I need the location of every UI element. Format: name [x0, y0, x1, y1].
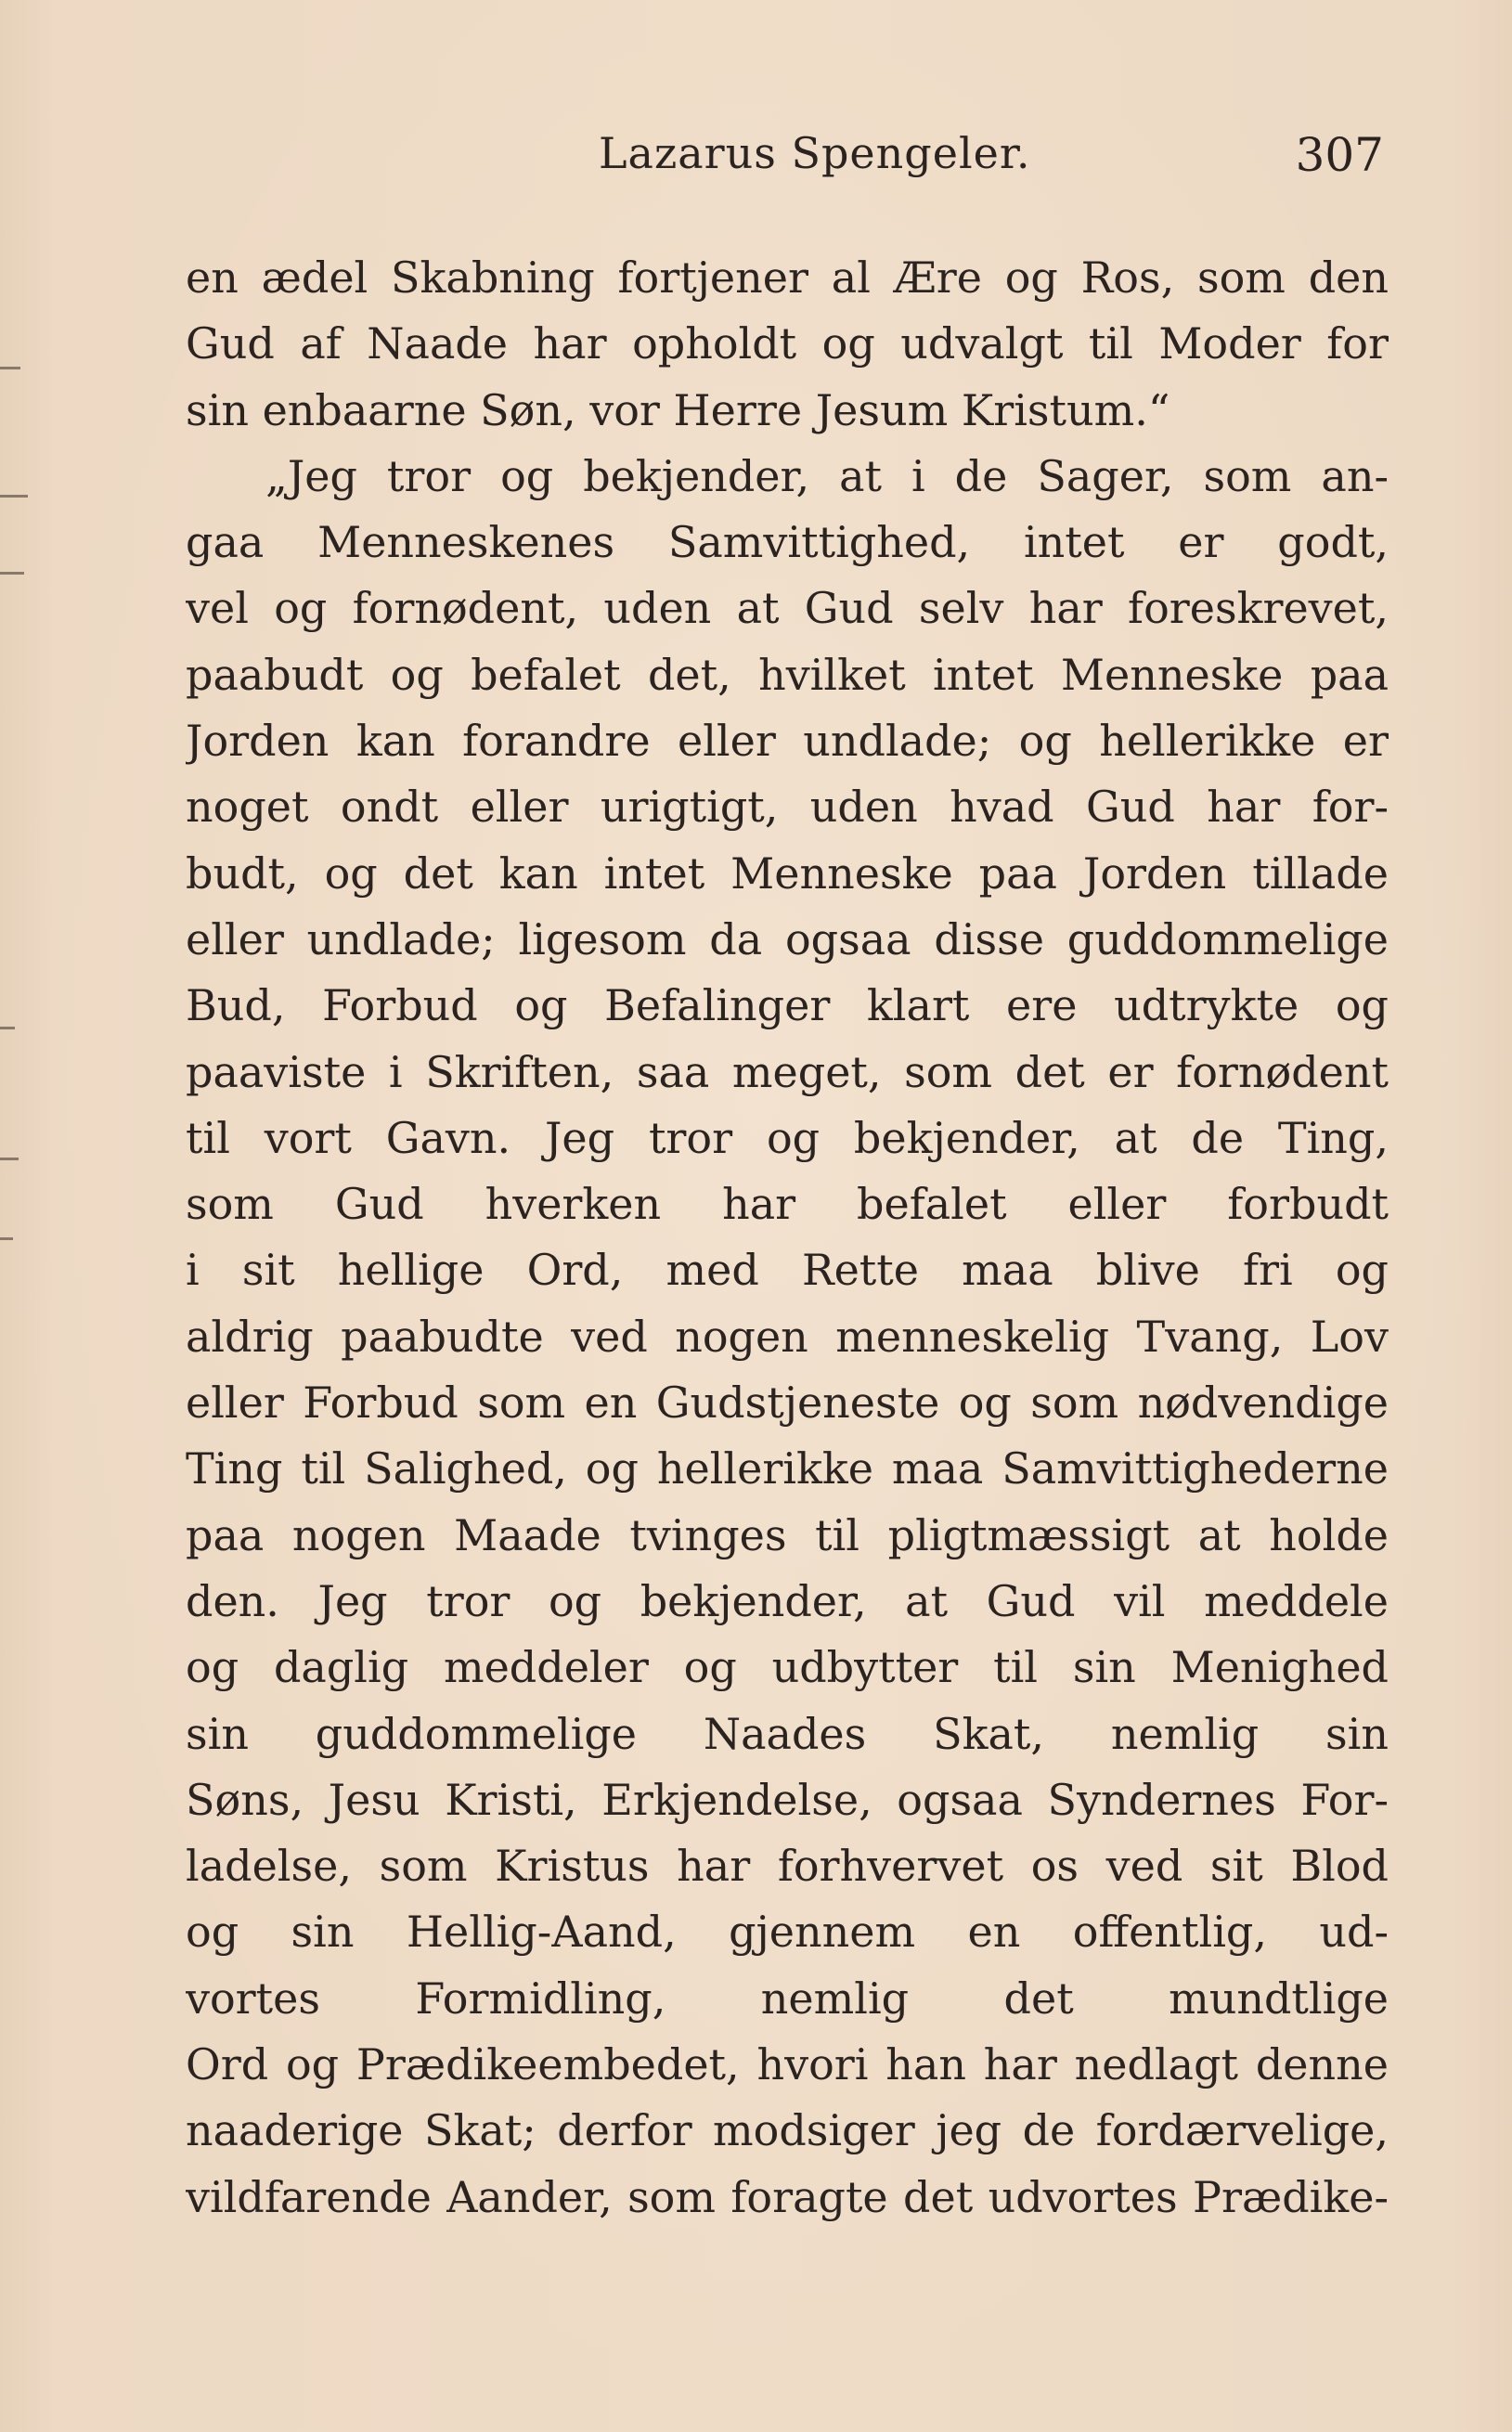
text-line: Ord og Prædikeembedet, hvori han har nedlagt denne — [186, 2039, 1389, 2090]
text-line: vildfarende Aander, som foragte det udvortes Prædike- — [186, 2171, 1389, 2222]
text-line: vel og fornødent, uden at Gud selv har foreskrevet, — [186, 583, 1389, 634]
text-line: eller undlade; ligesom da ogsaa disse guddommelige — [186, 913, 1389, 964]
text-line: Bud, Forbud og Befalinger klart ere udtrykte og — [186, 980, 1389, 1031]
text-line: noget ondt eller urigtigt, uden hvad Gud har for- — [186, 782, 1389, 833]
text-line: paaviste i Skriften, saa meget, som det er fornødent — [186, 1046, 1389, 1097]
text-line: og sin Hellig-Aand, gjennem en offentlig, ud- — [186, 1907, 1389, 1958]
text-line: naaderige Skat; derfor modsiger jeg de fordærvelige, — [186, 2105, 1389, 2156]
text-line: paabudt og befalet det, hvilket intet Menneske paa — [186, 649, 1389, 700]
running-title: Lazarus Spengeler. — [599, 128, 1031, 178]
text-line: vortes Formidling, nemlig det mundtlige — [186, 1973, 1389, 2024]
text-line: budt, og det kan intet Menneske paa Jorden tillade — [186, 847, 1389, 899]
text-line: den. Jeg tror og bekjender, at Gud vil meddele — [186, 1575, 1389, 1626]
text-line: „Jeg tror og bekjender, at i de Sager, som an- — [265, 450, 1389, 501]
text-line: en ædel Skabning fortjener al Ære og Ros, som den — [186, 252, 1389, 303]
text-line: sin enbaarne Søn, vor Herre Jesum Kristum.“ — [186, 384, 1170, 435]
text-line: aldrig paabudte ved nogen menneskelig Tvang, Lov — [186, 1311, 1389, 1362]
text-line: og daglig meddeler og udbytter til sin Menighed — [186, 1642, 1389, 1693]
text-line: Gud af Naade har opholdt og udvalgt til Moder for — [186, 318, 1389, 369]
text-line: til vort Gavn. Jeg tror og bekjender, at de Ting, — [186, 1112, 1389, 1163]
text-line: Jorden kan forandre eller undlade; og hellerikke er — [186, 716, 1389, 767]
text-line: Søns, Jesu Kristi, Erkjendelse, ogsaa Syndernes For- — [186, 1774, 1389, 1825]
text-line: paa nogen Maade tvinges til pligtmæssigt at holde — [186, 1509, 1389, 1560]
text-line: sin guddommelige Naades Skat, nemlig sin — [186, 1708, 1389, 1759]
text-line: som Gud hverken har befalet eller forbudt — [186, 1179, 1389, 1230]
text-line: Ting til Salighed, og hellerikke maa Samvittighederne — [186, 1443, 1389, 1494]
text-line: ladelse, som Kristus har forhvervet os ved sit Blod — [186, 1841, 1389, 1892]
text-line: i sit hellige Ord, med Rette maa blive fri og — [186, 1245, 1389, 1296]
page-edge-marks — [0, 0, 37, 2432]
text-line: eller Forbud som en Gudstjeneste og som nødvendige — [186, 1378, 1389, 1429]
text-line: gaa Menneskenes Samvittighed, intet er godt, — [186, 517, 1389, 568]
page-number: 307 — [1295, 128, 1384, 182]
running-header — [0, 128, 1512, 188]
body-text — [186, 245, 1389, 2231]
